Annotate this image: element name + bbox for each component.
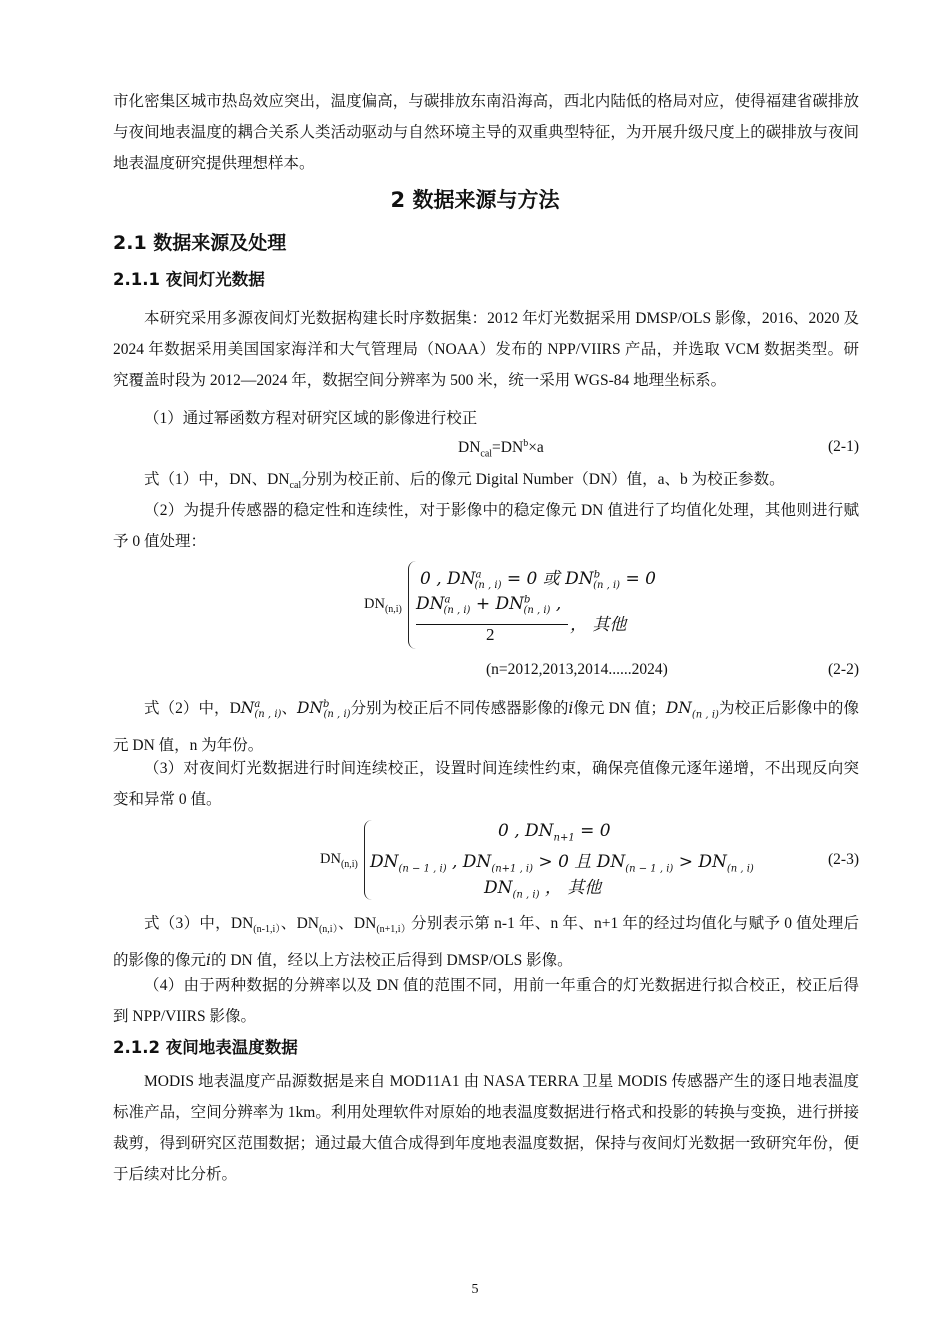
eq2-numerator: [416, 594, 561, 616]
eq3-case2-sub1: (n − 1 , i): [398, 863, 447, 875]
subsection-title: 2.1 数据来源及处理: [113, 232, 287, 254]
paragraph-night-light: 本研究采用多源夜间灯光数据构建长时序数据集：2012 年灯光数据采用 DMSP/OLS 影像，2016、2020 及 2024 年数据采用美国国家海洋和大气管理局（NOAA）发布的 NPP/VIIRS 产品，并选取 VCM 数据类型。研究覆盖时段为 2012—2024 年，数据空间分辨率为 500 米，统一采用 WGS-84 地理坐标系。: [113, 310, 859, 389]
eq2-note-sup-b: b: [323, 699, 330, 710]
eq2-note-part-a: 式（2）中，D: [144, 700, 241, 718]
equation-number-2-2: (2-2): [828, 661, 859, 678]
eq2-otherwise: ， 其他: [570, 615, 627, 635]
eq2-note-part-c: 像元 DN 值；: [573, 700, 666, 718]
eq2-note-sub-c: (n , i): [691, 709, 719, 721]
eq2-note-dn-c: DN: [665, 699, 692, 718]
eq3-case2-sub4: (n , i): [726, 863, 754, 875]
eq2-note-sep: 、: [281, 700, 298, 718]
eq3-note-i: i: [206, 951, 211, 970]
eq2-note-dn-b: DN: [297, 699, 324, 718]
eq2-case1-sup-b: b: [593, 569, 601, 581]
eq1-note-part-b: 分别为校正前、后的像元 Digital Number（DN）值，a、b 为校正参数。: [301, 471, 785, 488]
eq2-case-1: [420, 564, 656, 591]
subsubsection-title-1: 2.1.1 夜间灯光数据: [113, 270, 265, 289]
eq3-note-part-c: 的 DN 值，经以上方法校正后得到 DMSP/OLS 影像。: [210, 952, 573, 970]
eq3-case2-c: > 0 且 DN: [533, 852, 626, 872]
eq2-num-sup-b: b: [524, 594, 531, 606]
section-title: 2 数据来源与方法: [390, 188, 560, 212]
eq2-lhs-text: DN: [364, 596, 385, 612]
eq3-note-sub1: (n-1,i）: [253, 924, 281, 936]
step-2-text: （2）为提升传感器的稳定性和连续性，对于影像中的稳定像元 DN 值进行了均值化处理，其他则进行赋予 0 值处理：: [113, 502, 859, 550]
eq2-num-sub-a: (n , i): [443, 605, 471, 617]
eq3-case3-sub: (n , i): [512, 889, 540, 901]
eq2-num-sub-b: (n , i): [523, 605, 551, 617]
eq2-note-sub-a: (n , i): [254, 709, 282, 721]
eq1-rhs: ×a: [528, 439, 544, 457]
eq3-case1-end: = 0: [574, 821, 611, 841]
eq2-note-part-d: 为校正后影像中的像元 DN 值，n 为年份。: [113, 700, 859, 755]
equation-2-1: [458, 438, 544, 459]
eq3-note-sep1: 、: [280, 915, 297, 932]
eq3-note-sub2: (n,i）: [318, 924, 339, 936]
eq2-num-plus: + DN: [470, 594, 525, 614]
eq2-note-n: N: [240, 699, 255, 718]
eq2-case1-a: 0 , DN: [420, 569, 476, 589]
eq3-note: [113, 908, 859, 976]
eq2-note: [113, 689, 859, 761]
eq3-lhs-sub: (n,i): [340, 858, 358, 870]
eq3-case1-sub: n+1: [553, 832, 575, 844]
eq2-num-comma: ,: [550, 594, 562, 614]
eq1-note-part-a: 式（1）中，DN、DN: [144, 471, 290, 488]
eq3-case-2: [370, 847, 754, 874]
eq2-case1-sub-a: (n , i): [474, 580, 502, 592]
eq1-lhs-sub: cal: [480, 448, 493, 460]
eq1-lhs: DN: [458, 439, 481, 457]
eq2-note-i: i: [568, 699, 574, 718]
eq3-case2-b: , DN: [446, 852, 492, 872]
step-1-text: （1）通过幂函数方程对研究区域的影像进行校正: [144, 410, 478, 427]
eq3-note-dn3: DN: [353, 915, 377, 932]
eq2-lhs: [364, 596, 402, 615]
equation-number-2-3: (2-3): [828, 851, 859, 868]
eq2-case1-sup-a: a: [475, 569, 482, 581]
eq3-case2-a: DN: [370, 852, 399, 872]
eq2-note-sup-a: a: [254, 699, 261, 710]
eq3-note-sep2: 、: [338, 915, 354, 932]
eq2-num-sup-a: a: [444, 594, 451, 606]
eq2-case1-end: = 0: [620, 569, 656, 589]
eq2-denominator: 2: [486, 625, 495, 644]
page-number: 5: [471, 1282, 479, 1297]
eq1-note-sub: cal: [289, 480, 302, 492]
eq3-note-part-b: 分别表示第 n-1 年、n 年、n+1 年的经过均值化与赋予 0 值处理后的影像的像元: [113, 915, 859, 970]
eq3-case2-sub3: (n − 1 , i): [625, 863, 674, 875]
eq2-case1-mid: = 0 或 DN: [501, 569, 594, 589]
eq3-note-dn2: DN: [296, 915, 319, 932]
eq3-case2-sub2: (n+1 , i): [491, 863, 534, 875]
eq1-mid: =DN: [492, 439, 524, 457]
eq2-case1-sub-b: (n , i): [593, 580, 621, 592]
eq2-lhs-sub: (n,i): [384, 603, 402, 615]
eq3-case1-a: 0 , DN: [498, 821, 554, 841]
eq2-note-sub-b: (n , i): [323, 709, 351, 721]
eq1-sup: b: [523, 438, 529, 449]
eq3-case-3: [484, 873, 601, 900]
eq2-range: (n=2012,2013,2014......2024): [486, 661, 668, 678]
equation-number-2-1: (2-1): [828, 438, 859, 455]
eq3-case-1: [498, 821, 611, 843]
eq3-note-sub3: (n+1,i）: [376, 924, 412, 936]
eq3-case3-b: ， 其他: [539, 878, 602, 898]
eq3-case3-a: DN: [484, 878, 513, 898]
paragraph-lst: MODIS 地表温度产品源数据是来自 MOD11A1 由 NASA TERRA 卫星 MODIS 传感器产生的逐日地表温度标准产品，空间分辨率为 1km。利用处理软件对原始的地表温度数据进行格式和投影的转换与变换，进行拼接裁剪，得到研究区范围数据；通过最大值合成得到年度地表温度数据，保持与夜间灯光数据一致研究年份，便于后续对比分析。: [113, 1073, 859, 1183]
subsubsection-title-2: 2.1.2 夜间地表温度数据: [113, 1038, 298, 1057]
intro-paragraph: 市化密集区城市热岛效应突出，温度偏高，与碳排放东南沿海高，西北内陆低的格局对应，使得福建省碳排放与夜间地表温度的耦合关系人类活动驱动与自然环境主导的双重典型特征，为开展升级尺度上的碳排放与夜间地表温度研究提供理想样本。: [113, 93, 859, 172]
eq2-note-part-b: 分别为校正后不同传感器影像的: [350, 700, 569, 718]
step-4-text: （4）由于两种数据的分辨率以及 DN 值的范围不同，用前一年重合的灯光数据进行拟合校正，校正后得到 NPP/VIIRS 影像。: [113, 977, 859, 1025]
eq2-num-a: DN: [416, 594, 445, 614]
eq3-case2-d: > DN: [673, 852, 727, 872]
step-3-text: （3）对夜间灯光数据进行时间连续校正，设置时间连续性约束，确保亮值像元逐年递增，不出现反向突变和异常 0 值。: [113, 760, 859, 808]
eq3-lhs: [320, 851, 358, 870]
eq3-lhs-text: DN: [320, 851, 341, 867]
eq3-note-part-a: 式（3）中，DN: [144, 915, 254, 932]
